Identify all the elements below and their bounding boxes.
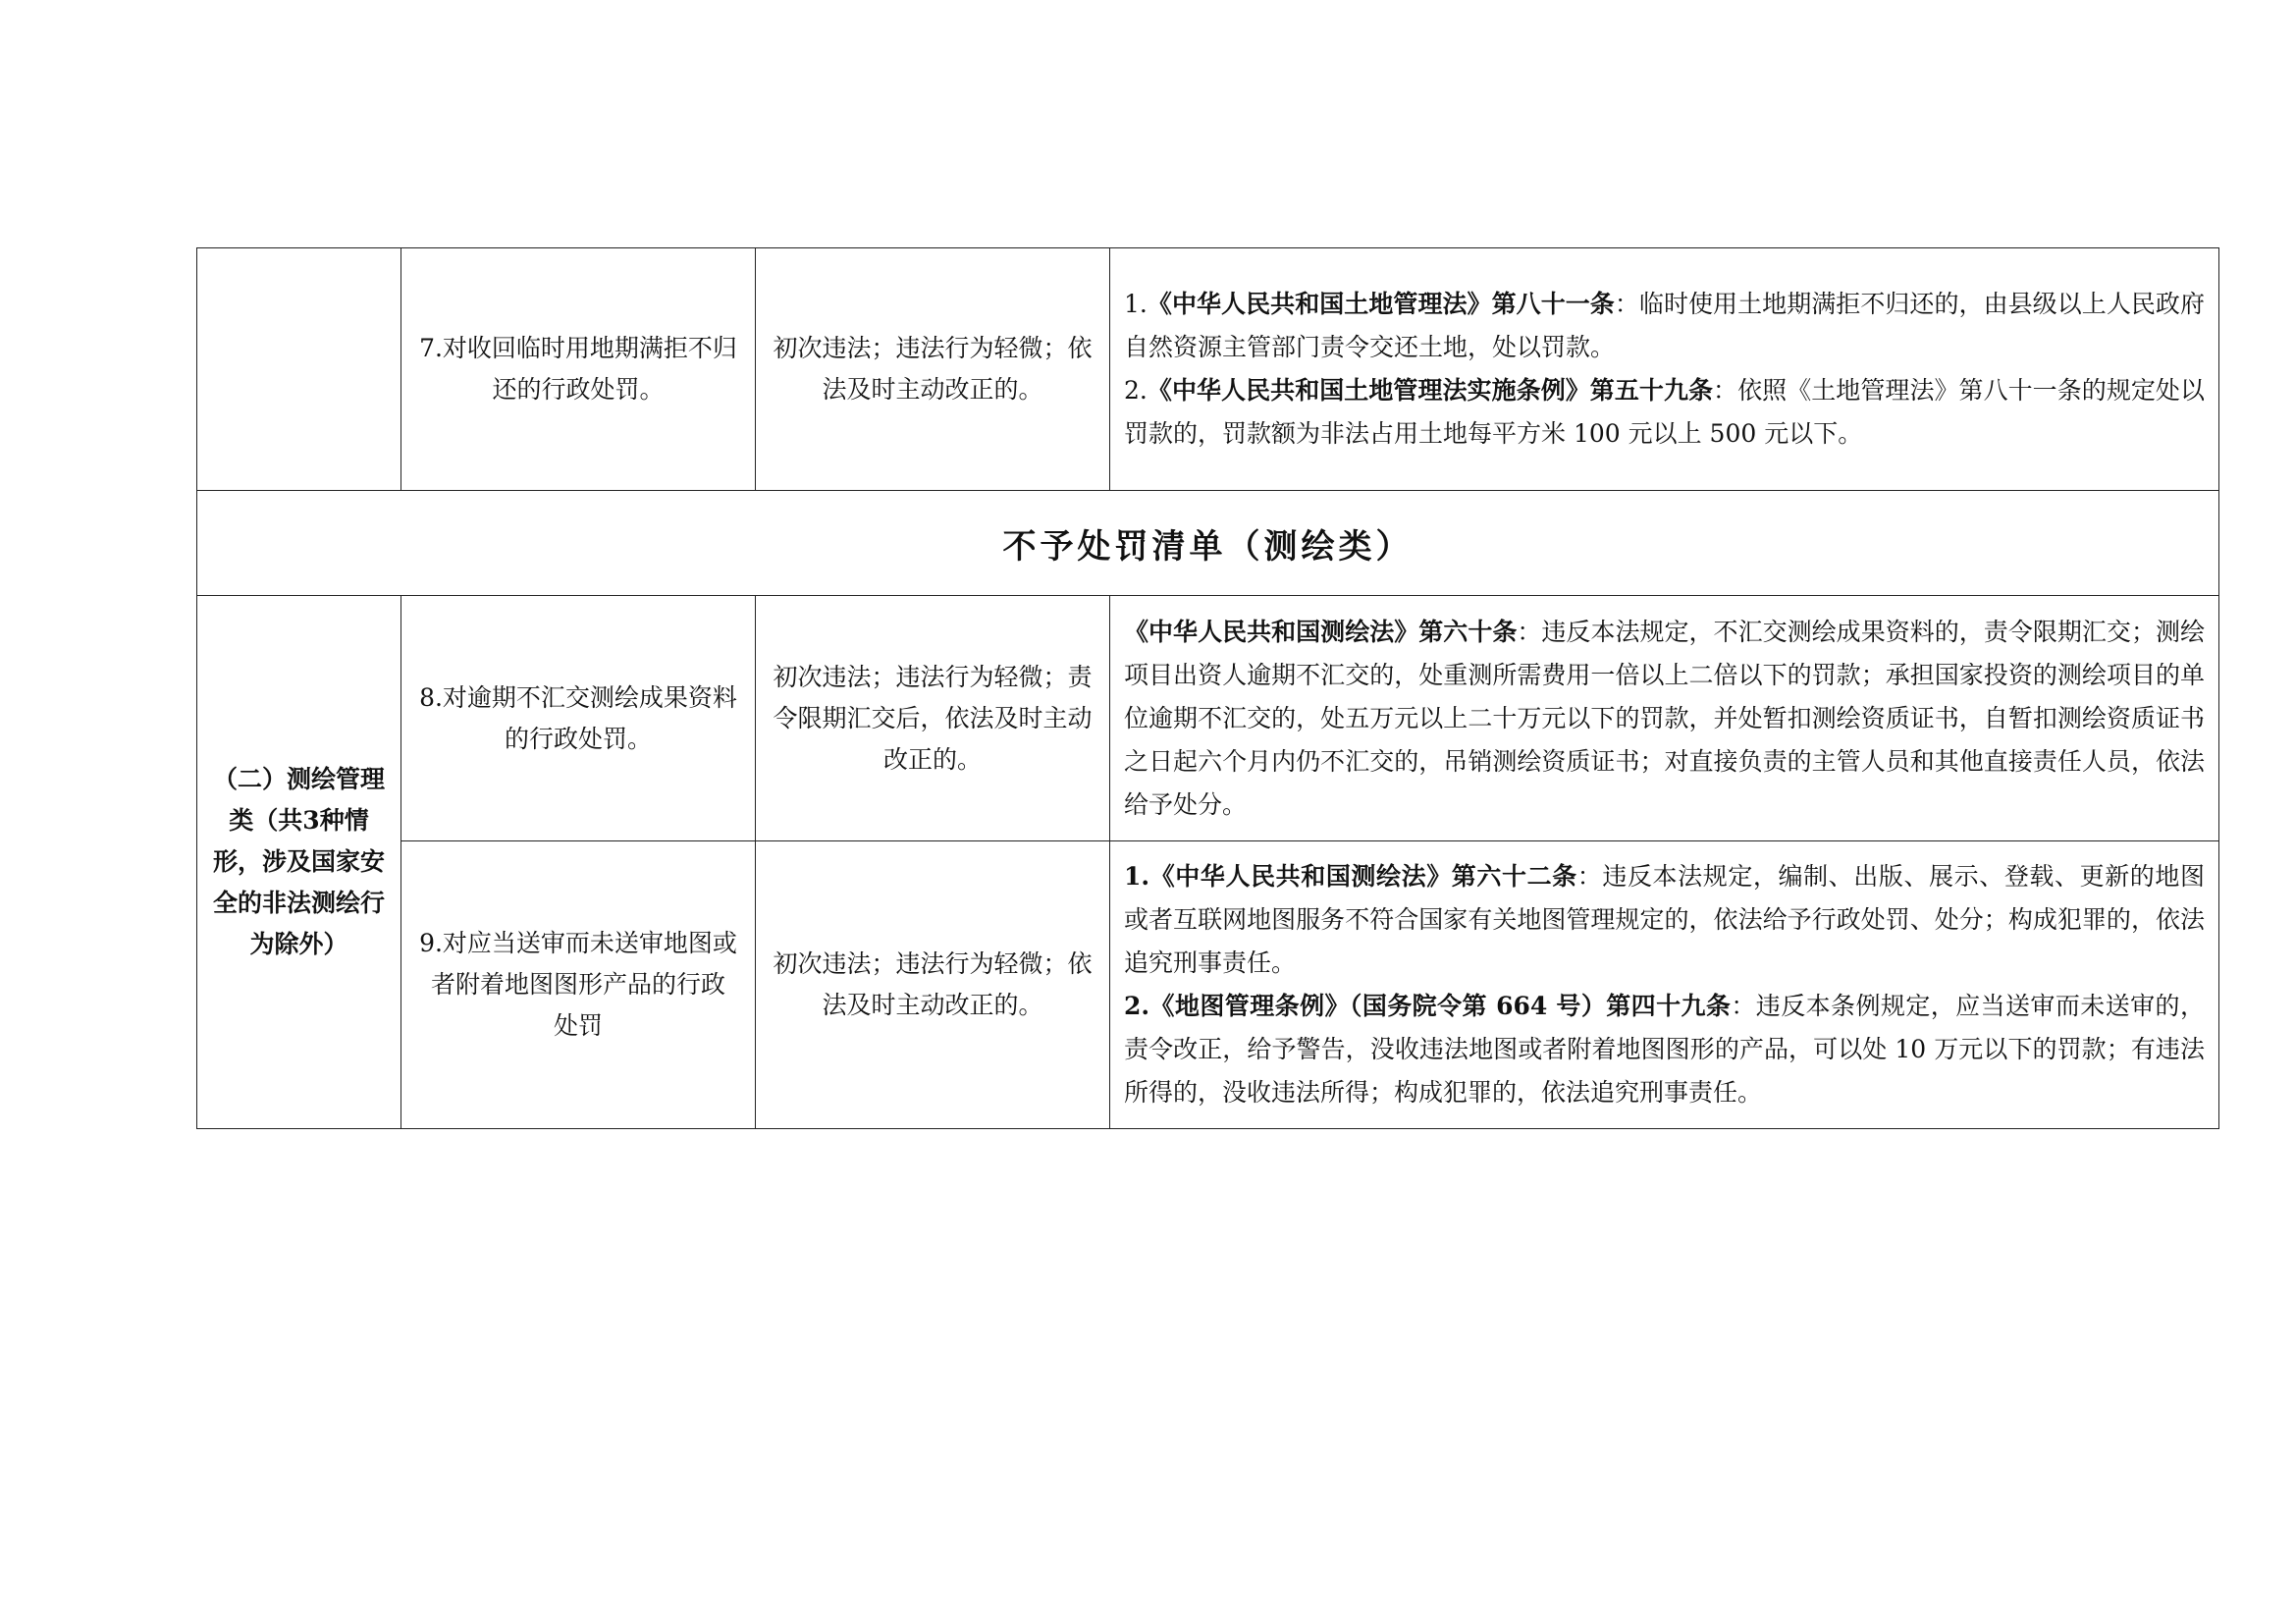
condition-cell (756, 596, 1110, 841)
penalty-exemption-table (196, 247, 2219, 1129)
legal-basis-paragraph (1124, 283, 2205, 369)
table-row (197, 248, 2219, 491)
legal-basis-paragraph (1124, 855, 2205, 985)
legal-basis-paragraph (1124, 985, 2205, 1114)
legal-basis-cell (1110, 596, 2219, 841)
table-row (197, 596, 2219, 841)
section-title: 不予处罚清单（测绘类） (197, 491, 2219, 596)
clause-number: 1. (1124, 862, 1150, 891)
condition-text: 初次违法；违法行为轻微；依法及时主动改正的。 (773, 949, 1093, 1019)
clause-text: ：依照《土地管理法》第八十一条的规定处以罚款的，罚款额为非法占用土地每平方米 100 元以上 500 元以下。 (1124, 376, 2205, 448)
law-article: 《中华人民共和国土地管理法实施条例》第五十九条 (1147, 376, 1714, 405)
condition-cell (756, 841, 1110, 1129)
category-cell-empty (197, 248, 401, 491)
legal-basis-paragraph (1124, 369, 2205, 456)
law-article: 《中华人民共和国测绘法》第六十二条 (1149, 862, 1577, 891)
item-cell (401, 841, 756, 1129)
item-text: 9.对应当送审而未送审地图或者附着地图图形产品的行政处罚 (419, 929, 737, 1040)
law-article: 《地图管理条例》（国务院令第 664 号）第四十九条 (1149, 992, 1732, 1020)
clause-number: 2. (1124, 376, 1148, 405)
clause-text: ：临时使用土地期满拒不归还的，由县级以上人民政府自然资源主管部门责令交还土地，处以罚款。 (1124, 290, 2205, 361)
law-article: 《中华人民共和国测绘法》第六十条 (1124, 617, 1518, 646)
item-text: 7.对收回临时用地期满拒不归还的行政处罚。 (419, 334, 737, 404)
condition-text: 初次违法；违法行为轻微；责令限期汇交后，依法及时主动改正的。 (773, 662, 1093, 774)
table-row (197, 841, 2219, 1129)
category-text: （二）测绘管理类（共3种情形，涉及国家安全的非法测绘行为除外） (212, 765, 385, 958)
item-cell (401, 248, 756, 491)
clause-number: 1. (1124, 290, 1148, 318)
legal-basis-cell (1110, 248, 2219, 491)
legal-basis-cell (1110, 841, 2219, 1129)
condition-cell (756, 248, 1110, 491)
legal-basis-paragraph (1124, 611, 2205, 827)
clause-number: 2. (1124, 992, 1150, 1020)
clause-text: ：违反本法规定，不汇交测绘成果资料的，责令限期汇交；测绘项目出资人逾期不汇交的，处重测所需费用一倍以上二倍以下的罚款；承担国家投资的测绘项目的单位逾期不汇交的，处五万元以上二十万元以下的罚款，并处暂扣测绘资质证书，自暂扣测绘资质证书之日起六个月内仍不汇交的，吊销测绘资质证书；对直接负责的主管人员和其他直接责任人员，依法给予处分。 (1124, 617, 2205, 819)
clause-text: ：违反本法规定，编制、出版、展示、登载、更新的地图或者互联网地图服务不符合国家有关地图管理规定的，依法给予行政处罚、处分；构成犯罪的，依法追究刑事责任。 (1124, 862, 2205, 977)
item-text: 8.对逾期不汇交测绘成果资料的行政处罚。 (419, 682, 737, 753)
clause-text: ：违反本条例规定，应当送审而未送审的，责令改正，给予警告，没收违法地图或者附着地图图形的产品，可以处 10 万元以下的罚款；有违法所得的，没收违法所得；构成犯罪的，依法追究刑事责任。 (1124, 992, 2205, 1107)
category-cell (197, 596, 401, 1129)
condition-text: 初次违法；违法行为轻微；依法及时主动改正的。 (773, 334, 1093, 404)
section-header-row (197, 491, 2219, 596)
law-article: 《中华人民共和国土地管理法》第八十一条 (1147, 290, 1615, 318)
item-cell (401, 596, 756, 841)
